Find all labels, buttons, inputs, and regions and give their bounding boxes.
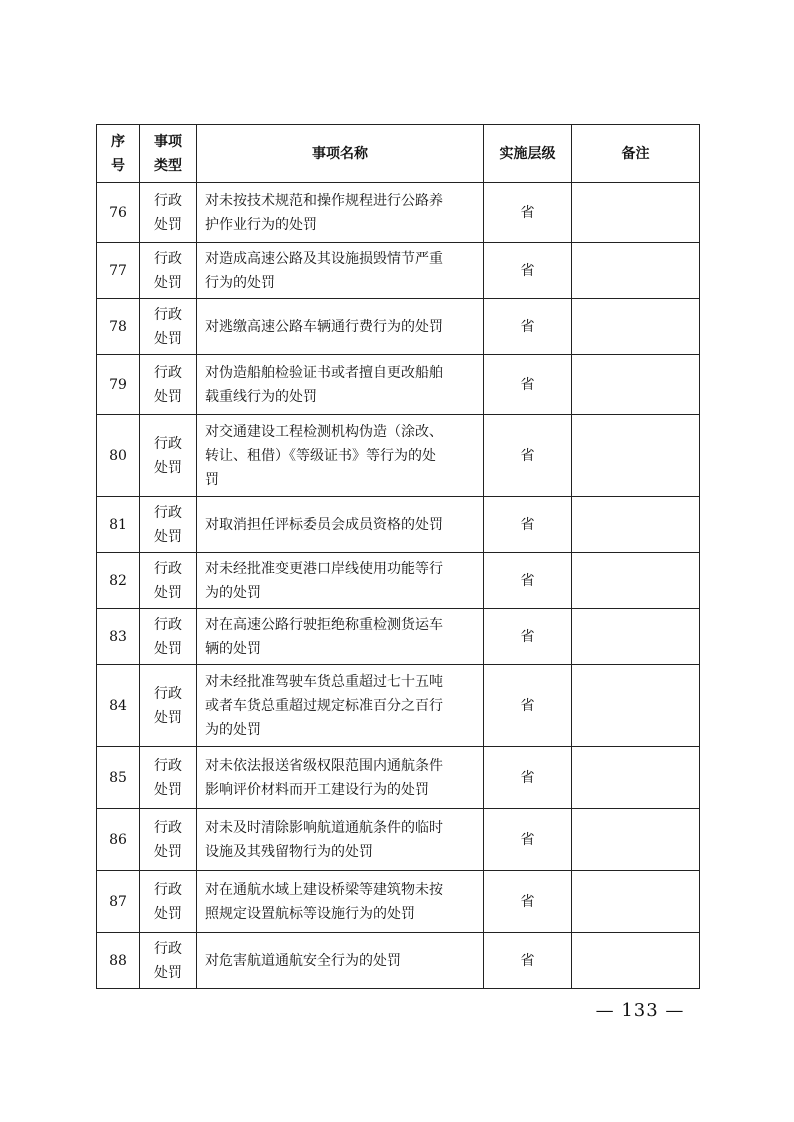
row-note	[572, 355, 700, 415]
row-type: 行政 处罚	[140, 747, 197, 809]
row-level: 省	[484, 415, 572, 497]
row-type: 行政 处罚	[140, 809, 197, 871]
row-note	[572, 415, 700, 497]
row-number: 87	[97, 871, 140, 933]
row-note	[572, 933, 700, 989]
row-type: 行政 处罚	[140, 243, 197, 299]
table-row	[97, 809, 700, 871]
row-number: 81	[97, 497, 140, 553]
table-row	[97, 747, 700, 809]
row-level: 省	[484, 609, 572, 665]
row-level: 省	[484, 497, 572, 553]
row-level: 省	[484, 933, 572, 989]
header-level: 实施层级	[484, 125, 572, 183]
table-row	[97, 933, 700, 989]
table-row	[97, 183, 700, 243]
row-note	[572, 497, 700, 553]
row-type: 行政 处罚	[140, 871, 197, 933]
row-level: 省	[484, 243, 572, 299]
page-number: — 133 —	[595, 1000, 685, 1021]
row-number: 79	[97, 355, 140, 415]
row-number: 88	[97, 933, 140, 989]
table-row	[97, 497, 700, 553]
row-name: 对在高速公路行驶拒绝称重检测货运车 辆的处罚	[197, 609, 484, 665]
table-row	[97, 609, 700, 665]
row-number: 76	[97, 183, 140, 243]
row-note	[572, 747, 700, 809]
table-row	[97, 243, 700, 299]
row-name: 对危害航道通航安全行为的处罚	[197, 933, 484, 989]
table-row	[97, 553, 700, 609]
row-name: 对取消担任评标委员会成员资格的处罚	[197, 497, 484, 553]
header-type: 事项 类型	[140, 125, 197, 183]
row-number: 83	[97, 609, 140, 665]
header-name: 事项名称	[197, 125, 484, 183]
row-level: 省	[484, 871, 572, 933]
row-number: 85	[97, 747, 140, 809]
table-row	[97, 299, 700, 355]
row-name: 对造成高速公路及其设施损毁情节严重 行为的处罚	[197, 243, 484, 299]
row-type: 行政 处罚	[140, 183, 197, 243]
row-note	[572, 871, 700, 933]
row-type: 行政 处罚	[140, 355, 197, 415]
table-row	[97, 665, 700, 747]
row-level: 省	[484, 809, 572, 871]
row-name: 对未经批准变更港口岸线使用功能等行 为的处罚	[197, 553, 484, 609]
row-name: 对伪造船舶检验证书或者擅自更改船舶 载重线行为的处罚	[197, 355, 484, 415]
row-level: 省	[484, 299, 572, 355]
row-type: 行政 处罚	[140, 497, 197, 553]
row-level: 省	[484, 355, 572, 415]
row-level: 省	[484, 747, 572, 809]
row-type: 行政 处罚	[140, 665, 197, 747]
header-row	[97, 125, 700, 183]
row-type: 行政 处罚	[140, 933, 197, 989]
header-note: 备注	[572, 125, 700, 183]
row-level: 省	[484, 183, 572, 243]
row-type: 行政 处罚	[140, 609, 197, 665]
table-row	[97, 415, 700, 497]
row-note	[572, 553, 700, 609]
row-number: 86	[97, 809, 140, 871]
row-name: 对在通航水域上建设桥梁等建筑物未按 照规定设置航标等设施行为的处罚	[197, 871, 484, 933]
row-note	[572, 299, 700, 355]
row-name: 对交通建设工程检测机构伪造（涂改、 转让、租借）《等级证书》等行为的处 罚	[197, 415, 484, 497]
row-level: 省	[484, 553, 572, 609]
row-note	[572, 243, 700, 299]
row-note	[572, 609, 700, 665]
row-level: 省	[484, 665, 572, 747]
row-name: 对未经批准驾驶车货总重超过七十五吨 或者车货总重超过规定标准百分之百行 为的处罚	[197, 665, 484, 747]
items-table	[96, 124, 700, 989]
row-number: 82	[97, 553, 140, 609]
row-type: 行政 处罚	[140, 553, 197, 609]
row-name: 对未依法报送省级权限范围内通航条件 影响评价材料而开工建设行为的处罚	[197, 747, 484, 809]
table-row	[97, 871, 700, 933]
row-note	[572, 183, 700, 243]
row-name: 对未及时清除影响航道通航条件的临时 设施及其残留物行为的处罚	[197, 809, 484, 871]
row-name: 对逃缴高速公路车辆通行费行为的处罚	[197, 299, 484, 355]
row-number: 84	[97, 665, 140, 747]
row-note	[572, 809, 700, 871]
row-name: 对未按技术规范和操作规程进行公路养 护作业行为的处罚	[197, 183, 484, 243]
row-type: 行政 处罚	[140, 415, 197, 497]
header-num: 序 号	[97, 125, 140, 183]
table-row	[97, 355, 700, 415]
row-number: 77	[97, 243, 140, 299]
row-number: 80	[97, 415, 140, 497]
row-type: 行政 处罚	[140, 299, 197, 355]
row-number: 78	[97, 299, 140, 355]
row-note	[572, 665, 700, 747]
